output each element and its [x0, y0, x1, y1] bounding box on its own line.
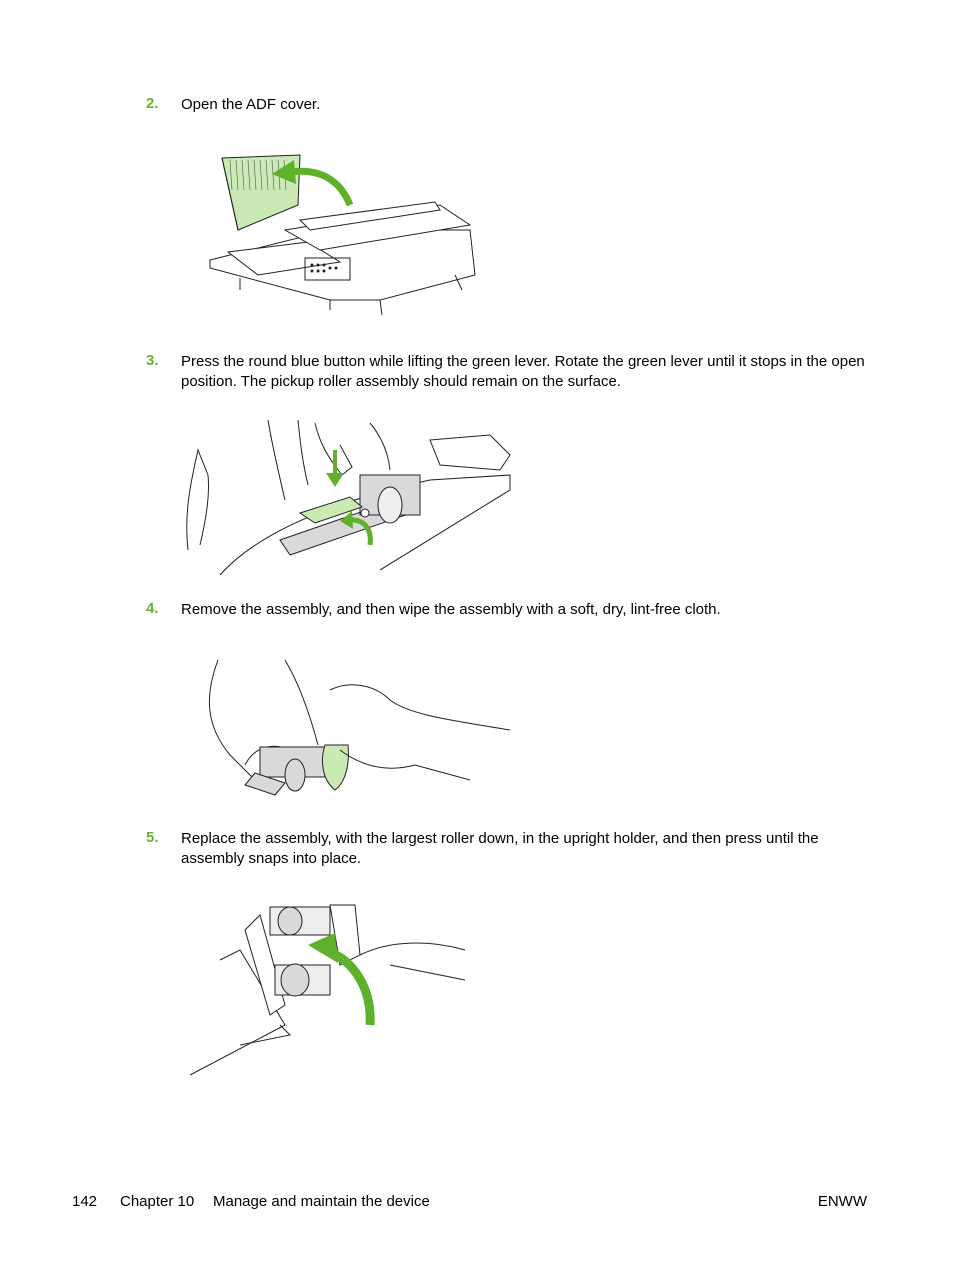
step-number: 2. — [146, 95, 159, 112]
step-number: 5. — [146, 829, 159, 846]
step-text: Remove the assembly, and then wipe the assembly with a soft, dry, lint-free cloth. — [181, 601, 721, 618]
step-number: 4. — [146, 600, 159, 617]
step-text: Replace the assembly, with the largest roller down, in the upright holder, and then press until the assembly snaps into place. — [181, 830, 819, 867]
step-text: Press the round blue button while lifting the green lever. Rotate the green lever until it stops in the open position. The pickup roller assembly should remain on the surface. — [181, 353, 865, 390]
green-lever-rotate-illustration — [180, 415, 520, 575]
wipe-assembly-illustration — [200, 655, 515, 800]
replace-assembly-illustration — [190, 895, 470, 1080]
step-number: 3. — [146, 352, 159, 369]
footer-right-label: ENWW — [817, 1193, 867, 1210]
footer-chapter: Chapter 10 — [120, 1193, 195, 1210]
footer-chapter-title: Manage and maintain the device — [213, 1193, 430, 1210]
footer-page-number: 142 — [72, 1193, 98, 1210]
adf-cover-open-illustration — [200, 150, 480, 320]
step-text: Open the ADF cover. — [181, 96, 321, 113]
